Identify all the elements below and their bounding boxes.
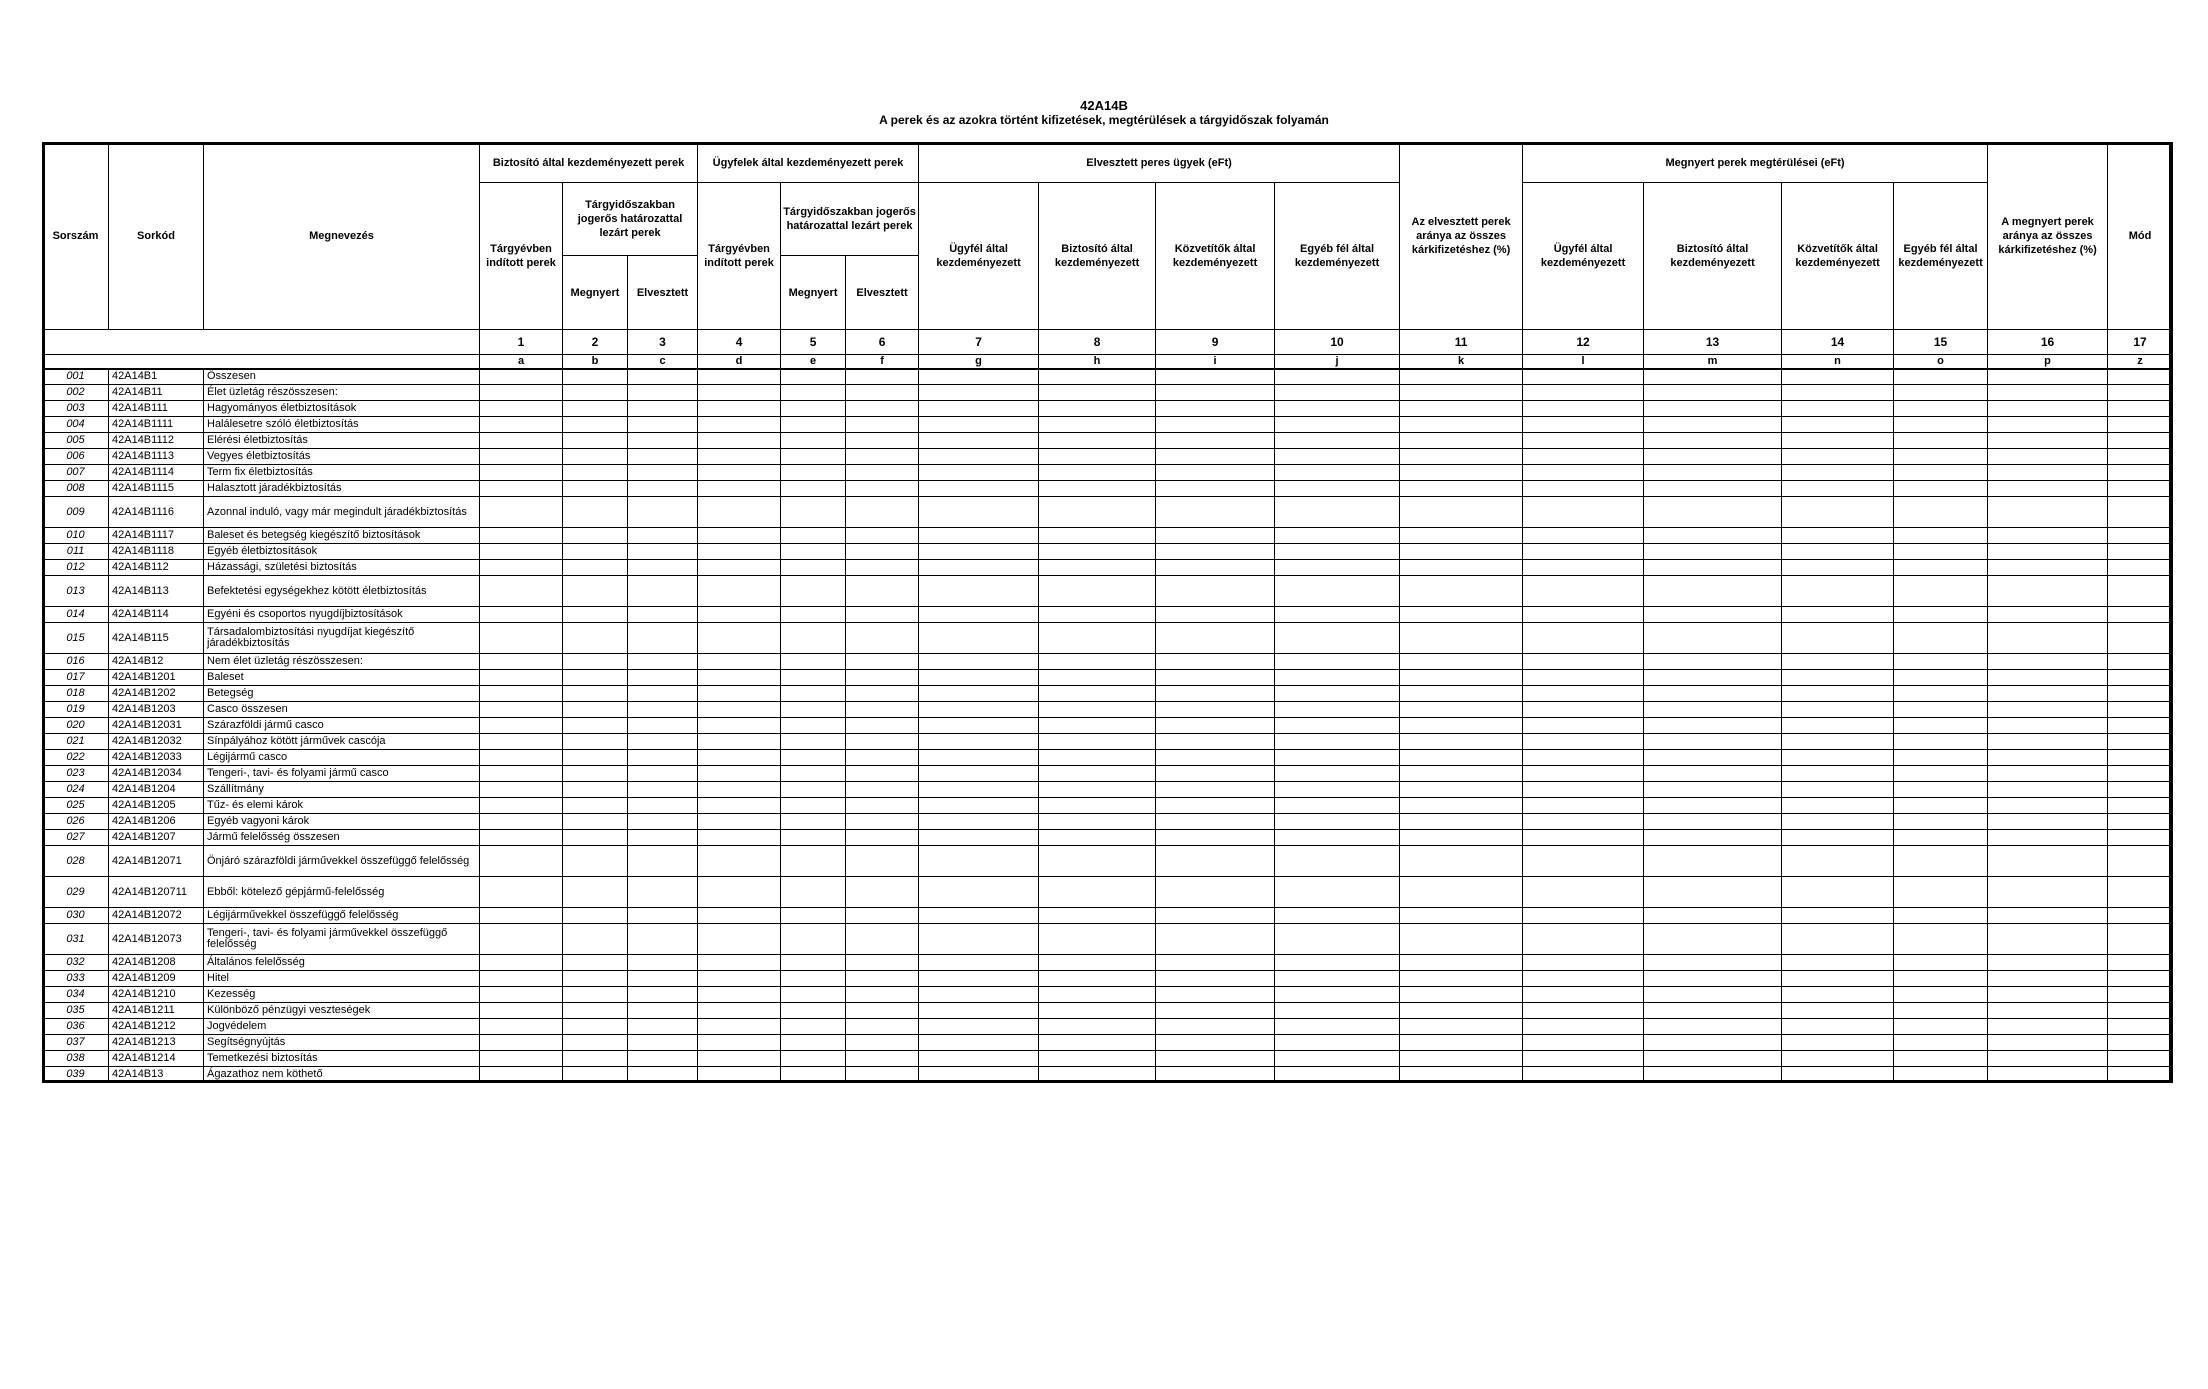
row-code: 42A14B1207 bbox=[109, 830, 204, 846]
row-name: Általános felelősség bbox=[204, 955, 480, 971]
form-subtitle: A perek és az azokra történt kifizetések, megtérülések a tárgyidőszak folyamán bbox=[879, 113, 1329, 127]
row-number: 003 bbox=[43, 401, 109, 417]
column-number: 17 bbox=[2108, 330, 2173, 355]
header-ugyfelek-group: Ügyfelek által kezdeményezett perek bbox=[698, 143, 919, 183]
header-elvesztett-group: Elvesztett peres ügyek (eFt) bbox=[919, 143, 1400, 183]
header-arany-megnyert: A megnyert perek aránya az összes kárkifizetéshez (%) bbox=[1988, 143, 2108, 330]
row-code: 42A14B120711 bbox=[109, 877, 204, 908]
row-code: 42A14B114 bbox=[109, 607, 204, 623]
row-code: 42A14B11 bbox=[109, 385, 204, 401]
column-number: 15 bbox=[1894, 330, 1988, 355]
row-code: 42A14B1210 bbox=[109, 987, 204, 1003]
row-code: 42A14B1214 bbox=[109, 1051, 204, 1067]
document-title-block bbox=[0, 98, 2208, 128]
row-name: Hagyományos életbiztosítások bbox=[204, 401, 480, 417]
column-letter: p bbox=[1988, 355, 2108, 369]
header-biztosito-group: Biztosító által kezdeményezett perek bbox=[480, 143, 698, 183]
column-number: 11 bbox=[1400, 330, 1523, 355]
row-name: Jogvédelem bbox=[204, 1019, 480, 1035]
row-code: 42A14B1 bbox=[109, 369, 204, 385]
row-code: 42A14B1111 bbox=[109, 417, 204, 433]
row-name: Egyéb vagyoni károk bbox=[204, 814, 480, 830]
row-name: Egyéni és csoportos nyugdíjbiztosítások bbox=[204, 607, 480, 623]
row-name: Ágazathoz nem köthető bbox=[204, 1067, 480, 1083]
column-number: 1 bbox=[480, 330, 563, 355]
header-megnevezes: Megnevezés bbox=[204, 143, 480, 330]
row-code: 42A14B113 bbox=[109, 576, 204, 607]
row-code: 42A14B1114 bbox=[109, 465, 204, 481]
column-letter: l bbox=[1523, 355, 1644, 369]
row-number: 028 bbox=[43, 846, 109, 877]
row-name: Segítségnyújtás bbox=[204, 1035, 480, 1051]
row-code: 42A14B1115 bbox=[109, 481, 204, 497]
row-number: 001 bbox=[43, 369, 109, 385]
header-megnyert-group: Megnyert perek megtérülései (eFt) bbox=[1523, 143, 1988, 183]
row-name: Szállítmány bbox=[204, 782, 480, 798]
row-number: 035 bbox=[43, 1003, 109, 1019]
column-letter: h bbox=[1039, 355, 1156, 369]
row-name: Jármű felelősség összesen bbox=[204, 830, 480, 846]
row-code: 42A14B12072 bbox=[109, 908, 204, 924]
row-number: 019 bbox=[43, 702, 109, 718]
row-number: 023 bbox=[43, 766, 109, 782]
row-number: 027 bbox=[43, 830, 109, 846]
column-letter: c bbox=[628, 355, 698, 369]
row-number: 026 bbox=[43, 814, 109, 830]
header-targyidoszakban-1: Tárgyidőszakban jogerős határozattal lezárt perek bbox=[563, 183, 698, 256]
row-name: Légijárművekkel összefüggő felelősség bbox=[204, 908, 480, 924]
header-targyevben-1: Tárgyévben indított perek bbox=[480, 183, 563, 330]
row-name: Sínpályához kötött járművek cascója bbox=[204, 734, 480, 750]
row-number: 039 bbox=[43, 1067, 109, 1083]
header-ugyfel-altal-2: Ügyfél által kezdeményezett bbox=[1523, 183, 1644, 330]
header-ugyfel-altal-1: Ügyfél által kezdeményezett bbox=[919, 183, 1039, 330]
column-number: 7 bbox=[919, 330, 1039, 355]
header-arany-elvesztett: Az elvesztett perek aránya az összes kárkifizetéshez (%) bbox=[1400, 143, 1523, 330]
row-number: 005 bbox=[43, 433, 109, 449]
row-name: Betegség bbox=[204, 686, 480, 702]
row-code: 42A14B12033 bbox=[109, 750, 204, 766]
column-number: 2 bbox=[563, 330, 628, 355]
header-egyeb-fel-altal-2: Egyéb fél által kezdeményezett bbox=[1894, 183, 1988, 330]
column-letter: z bbox=[2108, 355, 2173, 369]
row-number: 002 bbox=[43, 385, 109, 401]
row-name: Szárazföldi jármű casco bbox=[204, 718, 480, 734]
row-number: 007 bbox=[43, 465, 109, 481]
header-kozvetitok-altal-1: Közvetítők által kezdeményezett bbox=[1156, 183, 1275, 330]
row-number: 029 bbox=[43, 877, 109, 908]
row-name: Élet üzletág részösszesen: bbox=[204, 385, 480, 401]
row-code: 42A14B13 bbox=[109, 1067, 204, 1083]
header-biztosito-altal-1: Biztosító által kezdeményezett bbox=[1039, 183, 1156, 330]
row-name: Azonnal induló, vagy már megindult járadékbiztosítás bbox=[204, 497, 480, 528]
row-name: Ebből: kötelező gépjármű-felelősség bbox=[204, 877, 480, 908]
row-code: 42A14B1208 bbox=[109, 955, 204, 971]
row-name: Nem élet üzletág részösszesen: bbox=[204, 654, 480, 670]
row-name: Tűz- és elemi károk bbox=[204, 798, 480, 814]
row-name: Halálesetre szóló életbiztosítás bbox=[204, 417, 480, 433]
row-code: 42A14B12073 bbox=[109, 924, 204, 955]
row-code: 42A14B1206 bbox=[109, 814, 204, 830]
row-code: 42A14B1204 bbox=[109, 782, 204, 798]
row-name: Tengeri-, tavi- és folyami járművekkel összefüggő felelősség bbox=[204, 924, 480, 955]
row-number: 018 bbox=[43, 686, 109, 702]
column-letter: k bbox=[1400, 355, 1523, 369]
column-number: 10 bbox=[1275, 330, 1400, 355]
header-elvesztett-1: Elvesztett bbox=[628, 256, 698, 330]
column-letter: g bbox=[919, 355, 1039, 369]
row-number: 033 bbox=[43, 971, 109, 987]
row-name: Term fix életbiztosítás bbox=[204, 465, 480, 481]
header-elvesztett-2: Elvesztett bbox=[846, 256, 919, 330]
row-number: 008 bbox=[43, 481, 109, 497]
row-number: 031 bbox=[43, 924, 109, 955]
row-name: Kezesség bbox=[204, 987, 480, 1003]
column-letter: b bbox=[563, 355, 628, 369]
column-letter: j bbox=[1275, 355, 1400, 369]
row-name: Különböző pénzügyi veszteségek bbox=[204, 1003, 480, 1019]
row-number: 024 bbox=[43, 782, 109, 798]
row-number: 016 bbox=[43, 654, 109, 670]
row-code: 42A14B1118 bbox=[109, 544, 204, 560]
header-egyeb-fel-altal-1: Egyéb fél által kezdeményezett bbox=[1275, 183, 1400, 330]
row-name: Tengeri-, tavi- és folyami jármű casco bbox=[204, 766, 480, 782]
column-letter: d bbox=[698, 355, 781, 369]
row-number: 038 bbox=[43, 1051, 109, 1067]
column-letter: o bbox=[1894, 355, 1988, 369]
row-code: 42A14B1112 bbox=[109, 433, 204, 449]
row-name: Önjáró szárazföldi járművekkel összefüggő felelősség bbox=[204, 846, 480, 877]
row-number: 013 bbox=[43, 576, 109, 607]
table-frame bbox=[42, 142, 2172, 1083]
column-number: 5 bbox=[781, 330, 846, 355]
row-name: Elérési életbiztosítás bbox=[204, 433, 480, 449]
header-sorkod: Sorkód bbox=[109, 143, 204, 330]
column-number: 6 bbox=[846, 330, 919, 355]
header-biztosito-altal-2: Biztosító által kezdeményezett bbox=[1644, 183, 1782, 330]
row-code: 42A14B1201 bbox=[109, 670, 204, 686]
row-name: Befektetési egységekhez kötött életbiztosítás bbox=[204, 576, 480, 607]
row-code: 42A14B12071 bbox=[109, 846, 204, 877]
row-number: 022 bbox=[43, 750, 109, 766]
row-code: 42A14B115 bbox=[109, 623, 204, 654]
column-number: 12 bbox=[1523, 330, 1644, 355]
row-number: 034 bbox=[43, 987, 109, 1003]
row-name: Casco összesen bbox=[204, 702, 480, 718]
row-name: Házassági, születési biztosítás bbox=[204, 560, 480, 576]
column-letter: a bbox=[480, 355, 563, 369]
row-number: 017 bbox=[43, 670, 109, 686]
row-number: 020 bbox=[43, 718, 109, 734]
row-code: 42A14B112 bbox=[109, 560, 204, 576]
row-name: Egyéb életbiztosítások bbox=[204, 544, 480, 560]
row-name: Temetkezési biztosítás bbox=[204, 1051, 480, 1067]
column-number: 14 bbox=[1782, 330, 1894, 355]
header-mod: Mód bbox=[2108, 143, 2173, 330]
column-letter: i bbox=[1156, 355, 1275, 369]
row-code: 42A14B1203 bbox=[109, 702, 204, 718]
row-code: 42A14B1202 bbox=[109, 686, 204, 702]
row-code: 42A14B12031 bbox=[109, 718, 204, 734]
column-letter: m bbox=[1644, 355, 1782, 369]
row-name: Baleset bbox=[204, 670, 480, 686]
header-sorszam: Sorszám bbox=[43, 143, 109, 330]
column-letter: n bbox=[1782, 355, 1894, 369]
row-code: 42A14B1113 bbox=[109, 449, 204, 465]
row-name: Baleset és betegség kiegészítő biztosítások bbox=[204, 528, 480, 544]
header-targyevben-2: Tárgyévben indított perek bbox=[698, 183, 781, 330]
row-number: 011 bbox=[43, 544, 109, 560]
row-code: 42A14B1211 bbox=[109, 1003, 204, 1019]
row-name: Légijármű casco bbox=[204, 750, 480, 766]
row-code: 42A14B1213 bbox=[109, 1035, 204, 1051]
row-number: 006 bbox=[43, 449, 109, 465]
row-number: 037 bbox=[43, 1035, 109, 1051]
row-name: Hitel bbox=[204, 971, 480, 987]
row-code: 42A14B1209 bbox=[109, 971, 204, 987]
column-letter: e bbox=[781, 355, 846, 369]
row-name: Összesen bbox=[204, 369, 480, 385]
column-number: 4 bbox=[698, 330, 781, 355]
row-code: 42A14B1117 bbox=[109, 528, 204, 544]
column-number: 3 bbox=[628, 330, 698, 355]
column-number: 8 bbox=[1039, 330, 1156, 355]
header-kozvetitok-altal-2: Közvetítők által kezdeményezett bbox=[1782, 183, 1894, 330]
row-number: 015 bbox=[43, 623, 109, 654]
row-code: 42A14B12034 bbox=[109, 766, 204, 782]
column-number: 16 bbox=[1988, 330, 2108, 355]
row-number: 014 bbox=[43, 607, 109, 623]
row-code: 42A14B1205 bbox=[109, 798, 204, 814]
row-code: 42A14B12 bbox=[109, 654, 204, 670]
row-number: 036 bbox=[43, 1019, 109, 1035]
row-number: 030 bbox=[43, 908, 109, 924]
column-number: 13 bbox=[1644, 330, 1782, 355]
header-targyidoszakban-2: Tárgyidőszakban jogerős határozattal lezárt perek bbox=[781, 183, 919, 256]
row-number: 025 bbox=[43, 798, 109, 814]
header-megnyert-1: Megnyert bbox=[563, 256, 628, 330]
row-number: 032 bbox=[43, 955, 109, 971]
row-number: 012 bbox=[43, 560, 109, 576]
row-number: 010 bbox=[43, 528, 109, 544]
row-name: Halasztott járadékbiztosítás bbox=[204, 481, 480, 497]
row-code: 42A14B12032 bbox=[109, 734, 204, 750]
row-code: 42A14B1212 bbox=[109, 1019, 204, 1035]
row-name: Vegyes életbiztosítás bbox=[204, 449, 480, 465]
row-number: 009 bbox=[43, 497, 109, 528]
column-letter: f bbox=[846, 355, 919, 369]
row-number: 004 bbox=[43, 417, 109, 433]
column-number: 9 bbox=[1156, 330, 1275, 355]
form-code: 42A14B bbox=[1080, 98, 1128, 113]
row-name: Társadalombiztosítási nyugdíjat kiegészítő járadékbiztosítás bbox=[204, 623, 480, 654]
header-megnyert-2: Megnyert bbox=[781, 256, 846, 330]
row-code: 42A14B111 bbox=[109, 401, 204, 417]
row-code: 42A14B1116 bbox=[109, 497, 204, 528]
row-number: 021 bbox=[43, 734, 109, 750]
